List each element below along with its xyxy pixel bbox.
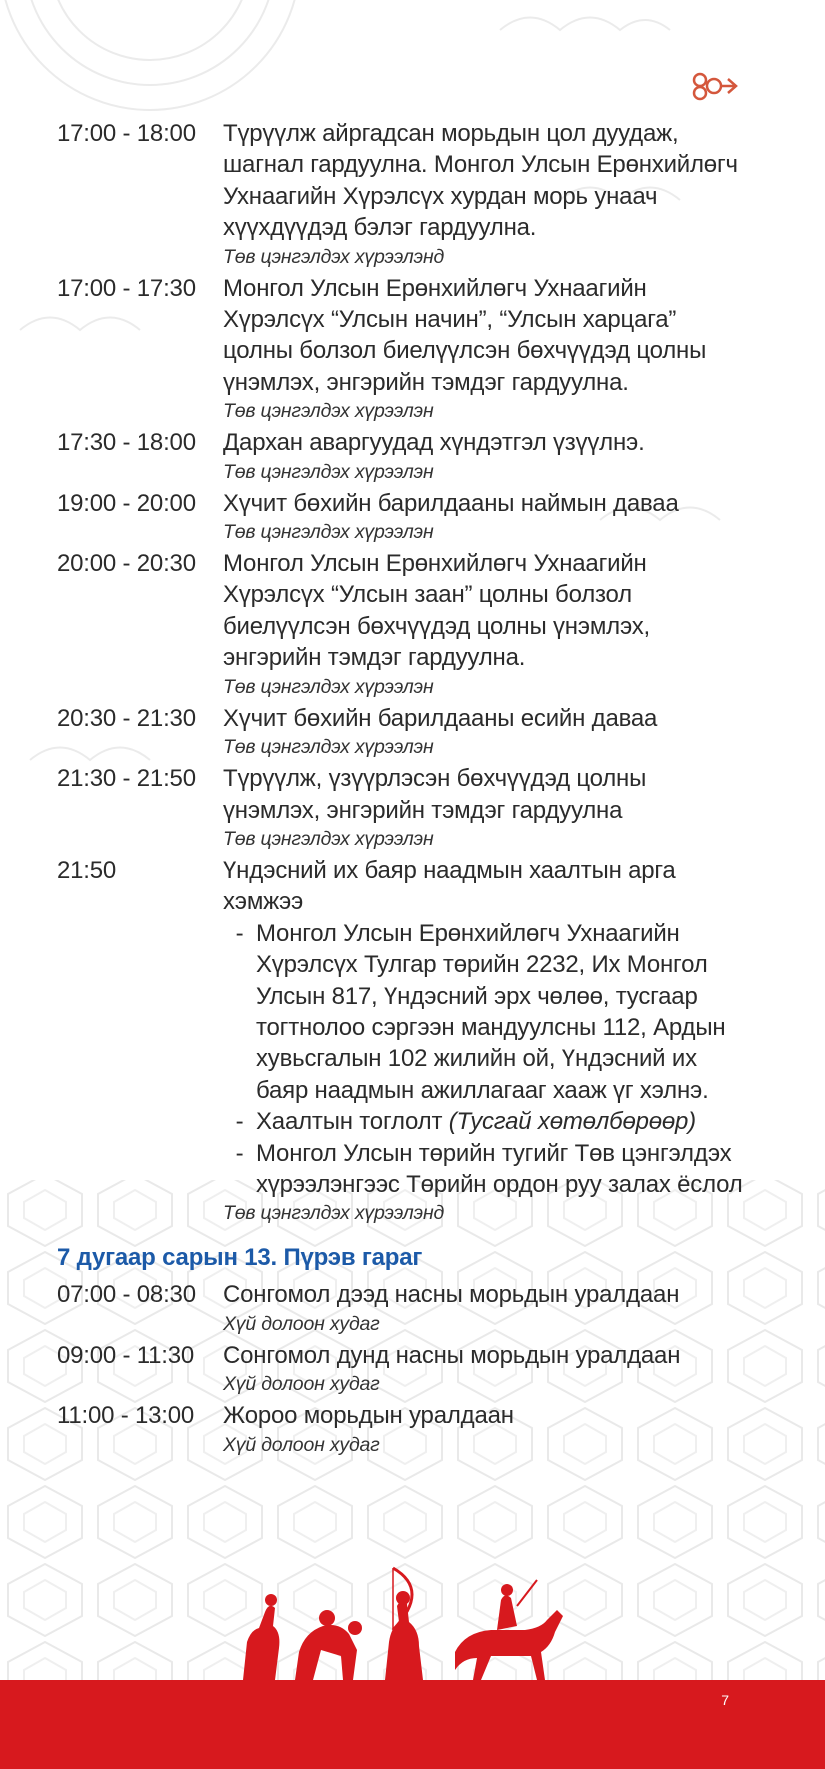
schedule-row xyxy=(57,763,757,855)
schedule-row xyxy=(57,703,757,763)
naadam-silhouettes-illustration xyxy=(225,1560,625,1680)
bullet-note: (Тусгай хөтөлбөрөөр) xyxy=(448,1108,696,1136)
schedule-description: Хүчит бөхийн барилдааны наймын даваа xyxy=(223,489,679,517)
schedule-row xyxy=(57,118,757,273)
bullet-dash: - xyxy=(235,1139,244,1167)
page-number: 7 xyxy=(721,1692,729,1708)
schedule-description: Үндэсний их баяр наадмын хаалтын арга хэмжээ xyxy=(223,856,676,916)
schedule-location: Төв цэнгэлдэх хүрээлэн xyxy=(223,460,434,483)
schedule-location: Төв цэнгэлдэх хүрээлэн xyxy=(223,400,434,423)
schedule-row-closing xyxy=(57,855,757,1229)
schedule-location: Төв цэнгэлдэх хүрээлэн xyxy=(223,827,434,850)
schedule-description: Түрүүлж, үзүүрлэсэн бөхчүүдэд цолны үнэмлэх, энгэрийн тэмдэг гардуулна xyxy=(223,765,647,824)
schedule-time: 20:30 - 21:30 xyxy=(57,704,196,732)
schedule-location: Хүй долоон худаг xyxy=(223,1433,380,1456)
schedule-row xyxy=(57,427,757,487)
schedule-location: Төв цэнгэлдэх хүрээлэн xyxy=(223,736,434,759)
schedule-row xyxy=(57,1340,757,1400)
bullet-dash: - xyxy=(235,1108,244,1136)
schedule-location: Төв цэнгэлдэх хүрээлэн xyxy=(223,521,434,544)
decorative-divider-ornament xyxy=(300,68,740,108)
schedule-row xyxy=(57,273,757,428)
bullet-text: Монгол Улсын төрийн тугийг Төв цэнгэлдэх хүрээлэнгээс Төрийн ордон руу залах ёслол xyxy=(256,1139,743,1198)
footer-band xyxy=(0,1680,825,1769)
schedule-time: 19:00 - 20:00 xyxy=(57,489,196,517)
schedule-description: Монгол Улсын Ерөнхийлөгч Ухнаагийн Хүрэлсүх “Улсын начин”, “Улсын харцага” цолны болзол биелүүлсэн бөхчүүдэд цолны үнэмлэх, энгэрийн тэмдэг гардуулна. xyxy=(223,274,707,396)
schedule-time: 09:00 - 11:30 xyxy=(57,1341,195,1369)
schedule-description: Хүчит бөхийн барилдааны есийн даваа xyxy=(223,704,658,732)
schedule-time: 21:50 xyxy=(57,856,117,884)
schedule-time: 07:00 - 08:30 xyxy=(57,1281,196,1309)
schedule-time: 21:30 - 21:50 xyxy=(57,765,196,793)
day-heading: 7 дугаар сарын 13. Пүрэв гараг xyxy=(57,1244,423,1272)
schedule-description: Жороо морьдын уралдаан xyxy=(223,1402,514,1430)
schedule-time: 17:00 - 17:30 xyxy=(57,274,196,302)
schedule-row xyxy=(57,488,757,548)
schedule-row xyxy=(57,1279,757,1339)
schedule-time: 17:30 - 18:00 xyxy=(57,429,196,457)
schedule-time: 17:00 - 18:00 xyxy=(57,120,196,147)
schedule-description: Монгол Улсын Ерөнхийлөгч Ухнаагийн Хүрэлсүх “Улсын заан” цолны болзол биелүүлсэн бөхчүүдэд цолны үнэмлэх, энгэрийн тэмдэг гардуулна. xyxy=(223,550,651,672)
schedule-description: Сонгомол дунд насны морьдын уралдаан xyxy=(223,1341,681,1369)
schedule-time: 11:00 - 13:00 xyxy=(57,1402,195,1430)
schedule-time: 20:00 - 20:30 xyxy=(57,550,196,578)
schedule-row xyxy=(57,548,757,703)
schedule-row xyxy=(57,1400,757,1460)
bullet-item xyxy=(223,918,743,1106)
bullet-dash: - xyxy=(235,919,244,947)
schedule-location: Хүй долоон худаг xyxy=(223,1312,380,1335)
schedule-location: Төв цэнгэлдэх хүрээлэнд xyxy=(223,1202,445,1225)
bullet-item xyxy=(223,1106,743,1137)
bullet-text: Хаалтын тоглолт xyxy=(256,1108,443,1136)
schedule-description: Дархан аваргуудад хүндэтгэл үзүүлнэ. xyxy=(223,429,645,457)
schedule-description: Сонгомол дээд насны морьдын уралдаан xyxy=(223,1281,680,1309)
schedule-location: Төв цэнгэлдэх хүрээлэнд xyxy=(223,245,445,268)
bullet-item xyxy=(223,1138,743,1201)
schedule-description: Түрүүлж айргадсан морьдын цол дуудаж, шагнал гардуулна. Монгол Улсын Ерөнхийлөгч Ухнаагийн Хүрэлсүх хурдан морь унаач хүүхдүүдэд бэлэг гардуулна. xyxy=(223,120,738,242)
schedule-location: Төв цэнгэлдэх хүрээлэн xyxy=(223,675,434,698)
schedule-content xyxy=(57,118,757,1461)
schedule-location: Хүй долоон худаг xyxy=(223,1373,380,1396)
bullet-text: Монгол Улсын Ерөнхийлөгч Ухнаагийн Хүрэлсүх Тулгар төрийн 2232, Их Монгол Улсын 817, Үндэсний эрх чөлөө, тусгаар тогтнолоо сэргээн мандуулсны 112, Ардын хувьсгалын 102 жилийн ой, Үндэсний их баяр наадмын ажиллагааг хааж үг хэлнэ. xyxy=(256,919,726,1104)
